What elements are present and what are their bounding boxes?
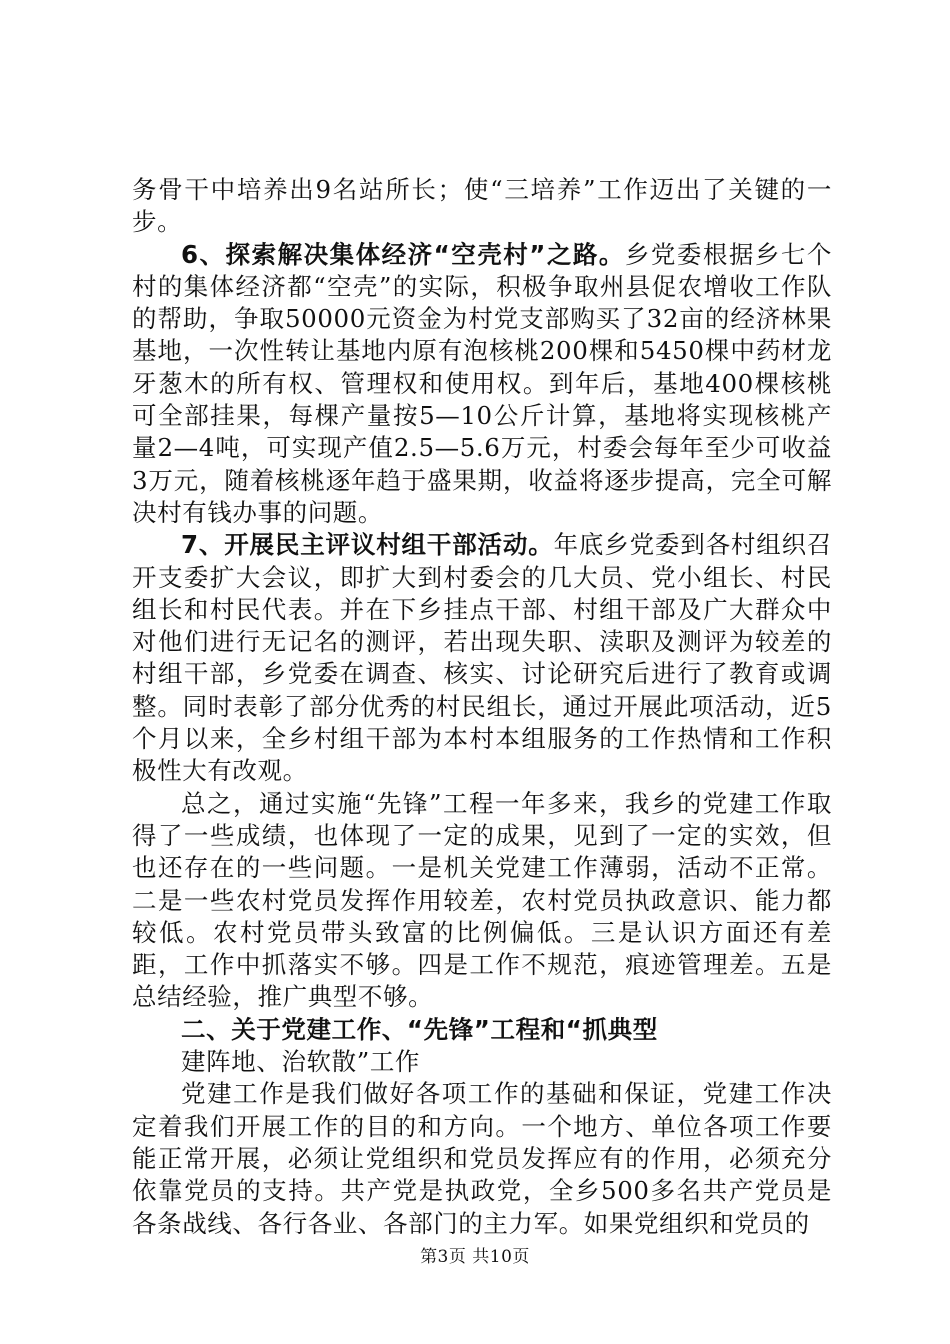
paragraph-continuation xyxy=(132,174,832,239)
paragraph-lead: 6、探索解决集体经济“空壳村”之路。 xyxy=(181,239,625,269)
section-subheading: 建阵地、治软散”工作 xyxy=(181,1047,421,1077)
section-heading: 二、关于党建工作、“先锋”工程和“抓典型 xyxy=(181,1014,658,1044)
paragraph-item-7 xyxy=(132,529,832,787)
page-number-footer: 第3页 共10页 xyxy=(420,1247,530,1267)
paragraph-item-6 xyxy=(132,239,832,530)
paragraph-text: 乡党委根据乡七个村的集体经济都“空壳”的实际，积极争取州县促农增收工作队的帮助，争取50000元资金为村党支部购买了32亩的经济林果基地，一次性转让基地内原有泡核桃200棵和5450棵中药材龙牙葱木的所有权、管理权和使用权。到年后，基地400棵核桃可全部挂果，每棵产量按5—10公斤计算，基地将实现核桃产量2—4吨，可实现产值2.5—5.6万元，村委会每年至少可收益3万元，随着核桃逐年趋于盛果期，收益将逐步提高，完全可解决村有钱办事的问题。 xyxy=(132,239,832,527)
paragraph-text: 务骨干中培养出9名站所长；使“三培养”工作迈出了关键的一步。 xyxy=(132,175,832,237)
paragraph-text: 年底乡党委到各村组织召开支委扩大会议，即扩大到村委会的几大员、党小组长、村民组长和村民代表。并在下乡挂点干部、村组干部及广大群众中对他们进行无记名的测评，若出现失职、渎职及测评为较差的村组干部，乡党委在调查、核实、讨论研究后进行了教育或调整。同时表彰了部分优秀的村民组长，通过开展此项活动，近5个月以来，全乡村组干部为本村本组服务的工作热情和工作积极性大有改观。 xyxy=(132,530,832,786)
document-body xyxy=(132,174,832,1240)
paragraph-summary xyxy=(132,788,832,1014)
paragraph-section-intro: 党建工作是我们做好各项工作的基础和保证，党建工作决定着我们开展工作的目的和方向。一个地方、单位各项工作要能正常开展，必须让党组织和党员发挥应有的作用，必须充分依靠党员的支持。共产党是执政党，全乡500多名共产党员是各条战线、各行各业、各部门的主力军。如果党组织和党员的 xyxy=(132,1079,832,1238)
paragraph-text: 总之，通过实施“先锋”工程一年多来，我乡的党建工作取得了一些成绩，也体现了一定的成果，见到了一定的实效，但也还存在的一些问题。一是机关党建工作薄弱，活动不正常。二是一些农村党员发挥作用较差，农村党员执政意识、能力都较低。农村党员带头致富的比例偏低。三是认识方面还有差距，工作中抓落实不够。四是工作不规范，痕迹管理差。五是总结经验，推广典型不够。 xyxy=(132,788,832,1012)
paragraph-lead: 7、开展民主评议村组干部活动。 xyxy=(181,530,554,560)
